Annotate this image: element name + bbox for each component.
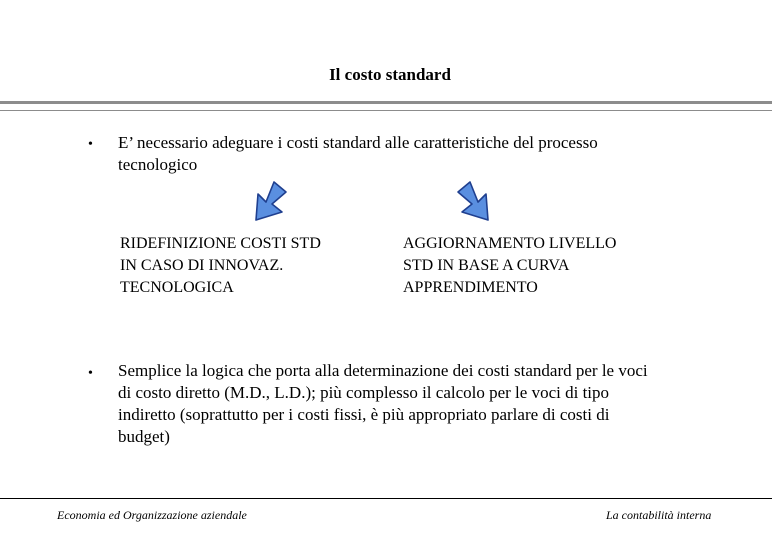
bullet-text <box>118 132 598 176</box>
footer-divider <box>0 498 772 499</box>
box-line: APPRENDIMENTO <box>403 279 538 296</box>
bullet-marker: • <box>88 137 93 152</box>
bullet-line: tecnologico <box>118 155 198 174</box>
bullet-line: indiretto (soprattutto per i costi fissi, è più appropriato parlare di costi di <box>118 405 610 424</box>
box-line: RIDEFINIZIONE COSTI STD <box>120 235 321 252</box>
title-divider <box>0 101 772 104</box>
bullet-line: Semplice la logica che porta alla determinazione dei costi standard per le voci <box>118 361 648 380</box>
footer-left: Economia ed Organizzazione aziendale <box>57 508 247 522</box>
box-line: IN CASO DI INNOVAZ. <box>120 257 284 274</box>
title-divider-thin <box>0 110 772 111</box>
arrow-down-left-icon <box>246 180 288 222</box>
bullet-line: E’ necessario adeguare i costi standard alle caratteristiche del processo <box>118 133 598 152</box>
page-title: Il costo standard <box>329 65 451 84</box>
footer-right: La contabilità interna <box>606 508 712 522</box>
bullet-text <box>118 360 648 448</box>
arrow-down-right-icon <box>456 180 498 222</box>
consequence-box-left <box>120 233 321 299</box>
bullet-marker: • <box>88 366 93 381</box>
box-line: AGGIORNAMENTO LIVELLO <box>403 235 617 252</box>
box-line: STD IN BASE A CURVA <box>403 257 570 274</box>
consequence-box-right <box>403 233 616 299</box>
box-line: TECNOLOGICA <box>120 279 234 296</box>
bullet-line: di costo diretto (M.D., L.D.); più complesso il calcolo per le voci di tipo <box>118 383 610 402</box>
bullet-line: budget) <box>118 427 170 446</box>
